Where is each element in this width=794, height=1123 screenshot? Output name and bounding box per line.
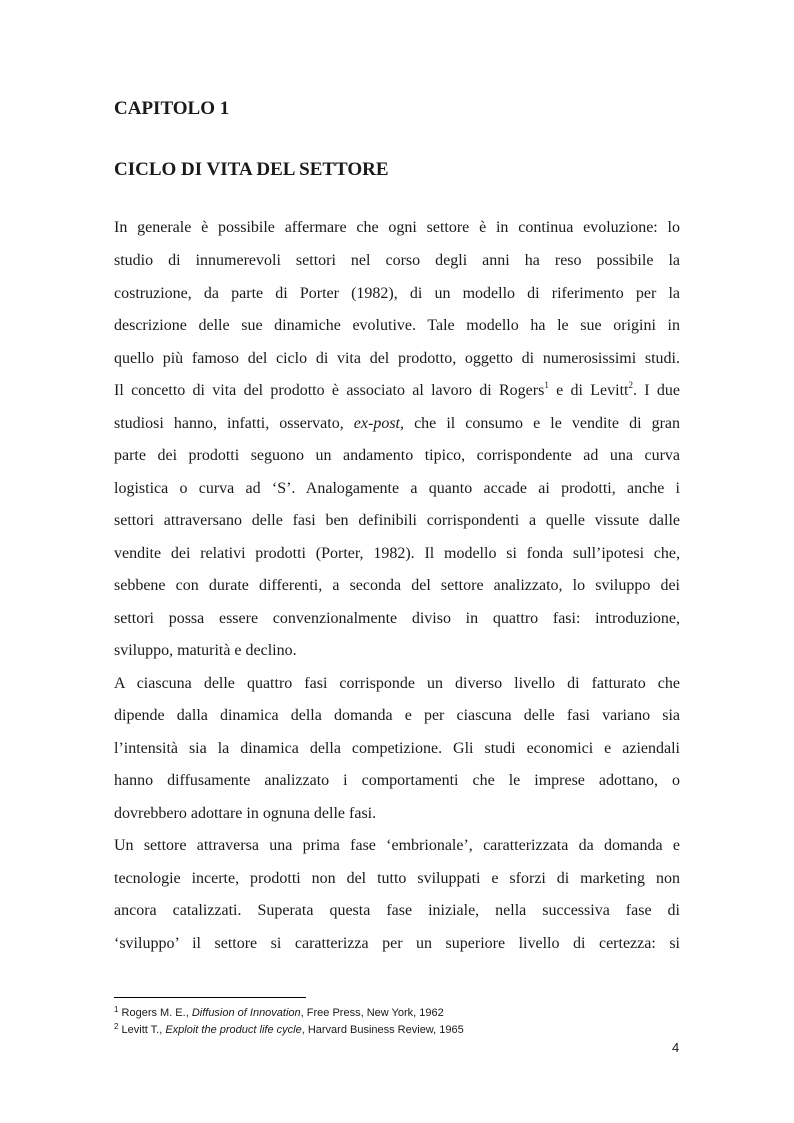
footnote-1 (114, 1006, 444, 1021)
text-fragment: e di Levitt (548, 382, 629, 399)
page-number: 4 (672, 1040, 680, 1055)
text-line: studio di innumerevoli settori nel corso degli anni ha reso possibile la (114, 252, 680, 269)
text-line: In generale è possibile affermare che ogni settore è in continua evoluzione: lo (114, 219, 680, 236)
footnote-number: 1 (114, 1005, 119, 1014)
text-line: settori possa essere convenzionalmente diviso in quattro fasi: introduzione, (114, 610, 680, 627)
footnote-title: Diffusion of Innovation (191, 1007, 301, 1019)
footnote-author: Rogers M. E., (121, 1007, 192, 1019)
text-line: Un settore attraversa una prima fase ‘embrionale’, caratterizzata da domanda e (114, 837, 680, 854)
text-line: quello più famoso del ciclo di vita del prodotto, oggetto di numerosissimi studi. (114, 350, 680, 367)
footnote-number: 2 (114, 1022, 119, 1031)
text-fragment: che il consumo e le vendite di gran (404, 415, 681, 432)
chapter-title: CAPITOLO 1 (114, 98, 230, 119)
footnote-ref-1: 1 (544, 380, 549, 390)
text-line: hanno diffusamente analizzato i comportamenti che le imprese adottano, o (114, 772, 680, 789)
footnote-separator (114, 997, 306, 998)
text-line: dovrebbero adottare in ognuna delle fasi. (114, 805, 377, 822)
text-line (114, 381, 680, 402)
section-title: CICLO DI VITA DEL SETTORE (114, 159, 389, 180)
text-line: descrizione delle sue dinamiche evolutive. Tale modello ha le sue origini in (114, 317, 680, 334)
text-line: vendite dei relativi prodotti (Porter, 1982). Il modello si fonda sull’ipotesi che, (114, 545, 680, 562)
footnote-2 (114, 1023, 464, 1038)
text-line: settori attraversano delle fasi ben definibili corrispondenti a quelle vissute dalle (114, 512, 680, 529)
text-fragment: Il concetto di vita del prodotto è associato al lavoro di Rogers (114, 382, 545, 399)
text-line: sviluppo, maturità e declino. (114, 642, 297, 659)
text-line: logistica o curva ad ‘S’. Analogamente a quanto accade ai prodotti, anche i (114, 480, 680, 497)
text-line: dipende dalla dinamica della domanda e per ciascuna delle fasi variano sia (114, 707, 680, 724)
text-line: tecnologie incerte, prodotti non del tutto sviluppati e sforzi di marketing non (114, 870, 680, 887)
footnote-details: , Harvard Business Review, 1965 (301, 1024, 464, 1036)
text-fragment: . I due (632, 382, 680, 399)
footnote-ref-2: 2 (628, 380, 633, 390)
text-line: ancora catalizzati. Superata questa fase iniziale, nella successiva fase di (114, 902, 680, 919)
text-line (114, 414, 680, 434)
footnote-title: Exploit the product life cycle (165, 1024, 302, 1036)
text-line: A ciascuna delle quattro fasi corrisponde un diverso livello di fatturato che (114, 675, 680, 692)
text-line: costruzione, da parte di Porter (1982), di un modello di riferimento per la (114, 285, 680, 302)
text-line: l’intensità sia la dinamica della competizione. Gli studi economici e aziendali (114, 740, 680, 757)
text-line: parte dei prodotti seguono un andamento tipico, corrispondente ad una curva (114, 447, 680, 464)
footnote-author: Levitt T., (121, 1024, 166, 1036)
text-line: sebbene con durate differenti, a seconda del settore analizzato, lo sviluppo dei (114, 577, 680, 594)
text-line: ‘sviluppo’ il settore si caratterizza per un superiore livello di certezza: si (114, 935, 680, 952)
emphasis-text: ex-post, (353, 415, 404, 432)
footnote-details: , Free Press, New York, 1962 (300, 1007, 444, 1019)
text-fragment: studiosi hanno, infatti, osservato, (114, 415, 354, 432)
